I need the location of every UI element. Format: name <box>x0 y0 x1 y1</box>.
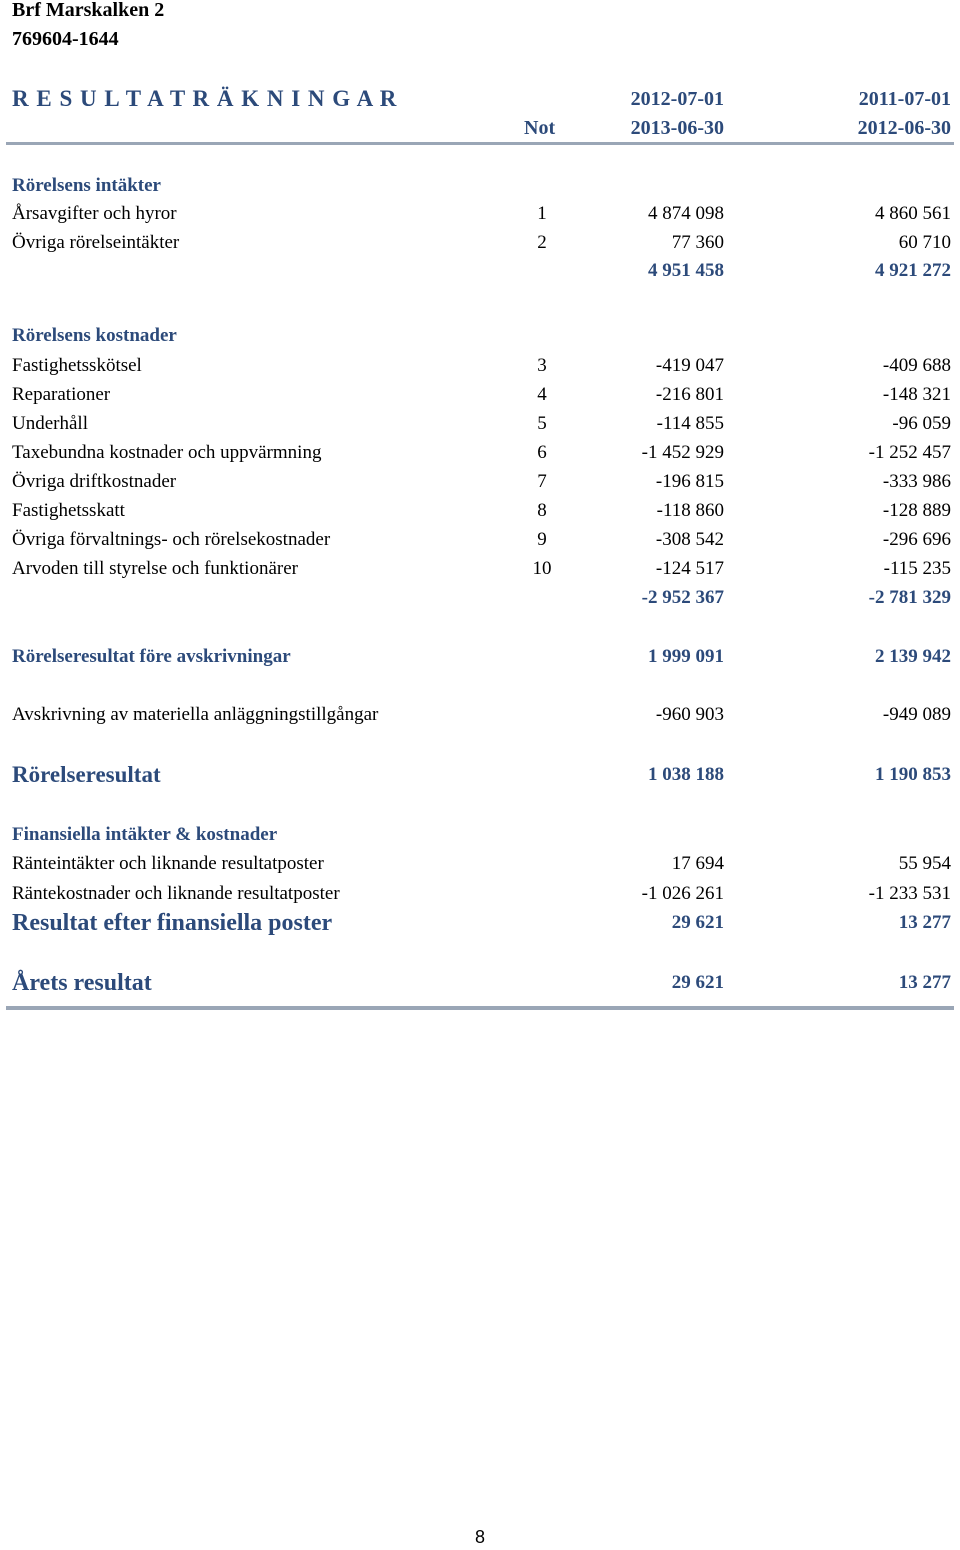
row-previous: -2 781 329 <box>868 587 951 608</box>
row-previous: -296 696 <box>882 529 951 550</box>
row-previous: 4 921 272 <box>875 260 951 281</box>
row-current: -216 801 <box>655 384 724 405</box>
section-heading-financial <box>0 821 960 849</box>
table-row <box>0 229 960 257</box>
period-current-end: 2013-06-30 <box>630 117 724 139</box>
result-after-financial-row <box>0 909 960 937</box>
period-current-start: 2012-07-01 <box>630 88 724 110</box>
row-label: Resultat efter finansiella poster <box>12 910 333 936</box>
row-label: Fastighetsskötsel <box>12 355 142 376</box>
row-label: Ränteintäkter och liknande resultatposter <box>12 853 324 874</box>
row-note: 3 <box>537 355 547 376</box>
period-previous-end: 2012-06-30 <box>857 117 951 139</box>
page-number: 8 <box>474 1527 485 1547</box>
row-previous: 13 277 <box>898 972 951 993</box>
row-previous: -128 889 <box>882 500 951 521</box>
row-label: Övriga förvaltnings- och rörelsekostnader <box>12 529 331 550</box>
row-previous: -333 986 <box>882 471 951 492</box>
row-label: Reparationer <box>12 384 111 405</box>
section-heading-costs <box>0 322 960 350</box>
year-result-row <box>0 969 960 997</box>
table-row <box>0 880 960 908</box>
row-label: Avskrivning av materiella anläggningstillgångar <box>12 704 379 725</box>
table-row <box>0 526 960 554</box>
header-rule <box>6 142 954 145</box>
row-current: 29 621 <box>671 972 724 993</box>
row-current: 29 621 <box>671 912 724 933</box>
row-previous: -1 233 531 <box>868 883 951 904</box>
not-column-label: Not <box>524 117 556 139</box>
page-title: R E S U L T A T R Ä K N I N G A R <box>12 86 398 111</box>
row-previous: -148 321 <box>882 384 951 405</box>
row-label: Årets resultat <box>12 970 152 996</box>
organization-name: Brf Marskalken 2 <box>12 0 165 21</box>
row-note: 2 <box>537 232 547 253</box>
row-current: -2 952 367 <box>641 587 724 608</box>
row-previous: 55 954 <box>898 853 951 874</box>
row-current: 77 360 <box>671 232 724 253</box>
subtotal-row-revenue <box>0 257 960 285</box>
table-row <box>0 555 960 583</box>
row-label: Finansiella intäkter & kostnader <box>12 824 278 845</box>
operating-result-row <box>0 761 960 789</box>
row-current: -196 815 <box>655 471 724 492</box>
table-row <box>0 439 960 467</box>
row-previous: -96 059 <box>892 413 951 434</box>
row-label: Arvoden till styrelse och funktionärer <box>12 558 298 579</box>
row-note: 7 <box>537 471 547 492</box>
row-previous: -949 089 <box>882 704 951 725</box>
row-previous: -1 252 457 <box>868 442 951 463</box>
organization-number: 769604-1644 <box>12 28 119 50</box>
row-note: 10 <box>532 558 552 579</box>
row-label: Rörelsens intäkter <box>12 175 161 196</box>
row-note: 1 <box>537 203 547 224</box>
row-current: 4 874 098 <box>648 203 724 224</box>
row-note: 8 <box>537 500 547 521</box>
row-note: 4 <box>537 384 547 405</box>
table-row <box>0 850 960 878</box>
row-label: Underhåll <box>12 413 88 434</box>
row-previous: -409 688 <box>882 355 951 376</box>
row-previous: 1 190 853 <box>875 764 951 785</box>
footer-rule <box>6 1006 954 1010</box>
table-row <box>0 468 960 496</box>
depreciation-row <box>0 701 960 729</box>
row-current: -960 903 <box>655 704 724 725</box>
row-current: -308 542 <box>655 529 724 550</box>
row-previous: 13 277 <box>898 912 951 933</box>
section-heading-revenue <box>0 172 960 200</box>
row-label: Rörelseresultat före avskrivningar <box>12 646 291 667</box>
row-previous: -115 235 <box>883 558 951 579</box>
row-previous: 60 710 <box>898 232 951 253</box>
table-row <box>0 497 960 525</box>
subtotal-row-costs <box>0 584 960 612</box>
period-previous-start: 2011-07-01 <box>858 88 951 110</box>
table-row <box>0 200 960 228</box>
row-note: 9 <box>537 529 547 550</box>
row-label: Övriga rörelseintäkter <box>12 232 180 253</box>
row-current: -124 517 <box>655 558 724 579</box>
row-current: 4 951 458 <box>648 260 724 281</box>
table-row <box>0 381 960 409</box>
table-row <box>0 352 960 380</box>
row-label: Räntekostnader och liknande resultatposter <box>12 883 340 904</box>
row-label: Fastighetsskatt <box>12 500 125 521</box>
row-current: -114 855 <box>656 413 724 434</box>
row-label: Övriga driftkostnader <box>12 471 177 492</box>
row-current: -118 860 <box>656 500 724 521</box>
table-row <box>0 410 960 438</box>
row-previous: 2 139 942 <box>875 646 951 667</box>
row-note: 6 <box>537 442 547 463</box>
row-current: -419 047 <box>655 355 724 376</box>
row-current: -1 452 929 <box>641 442 724 463</box>
row-note: 5 <box>537 413 547 434</box>
row-current: -1 026 261 <box>641 883 724 904</box>
row-label: Årsavgifter och hyror <box>12 203 177 224</box>
row-label: Rörelseresultat <box>12 762 161 787</box>
row-current: 1 999 091 <box>648 646 724 667</box>
row-label: Rörelsens kostnader <box>12 325 177 346</box>
row-label: Taxebundna kostnader och uppvärmning <box>12 442 322 463</box>
row-current: 1 038 188 <box>648 764 724 785</box>
row-current: 17 694 <box>671 853 724 874</box>
row-previous: 4 860 561 <box>875 203 951 224</box>
result-before-depreciation-row <box>0 643 960 671</box>
